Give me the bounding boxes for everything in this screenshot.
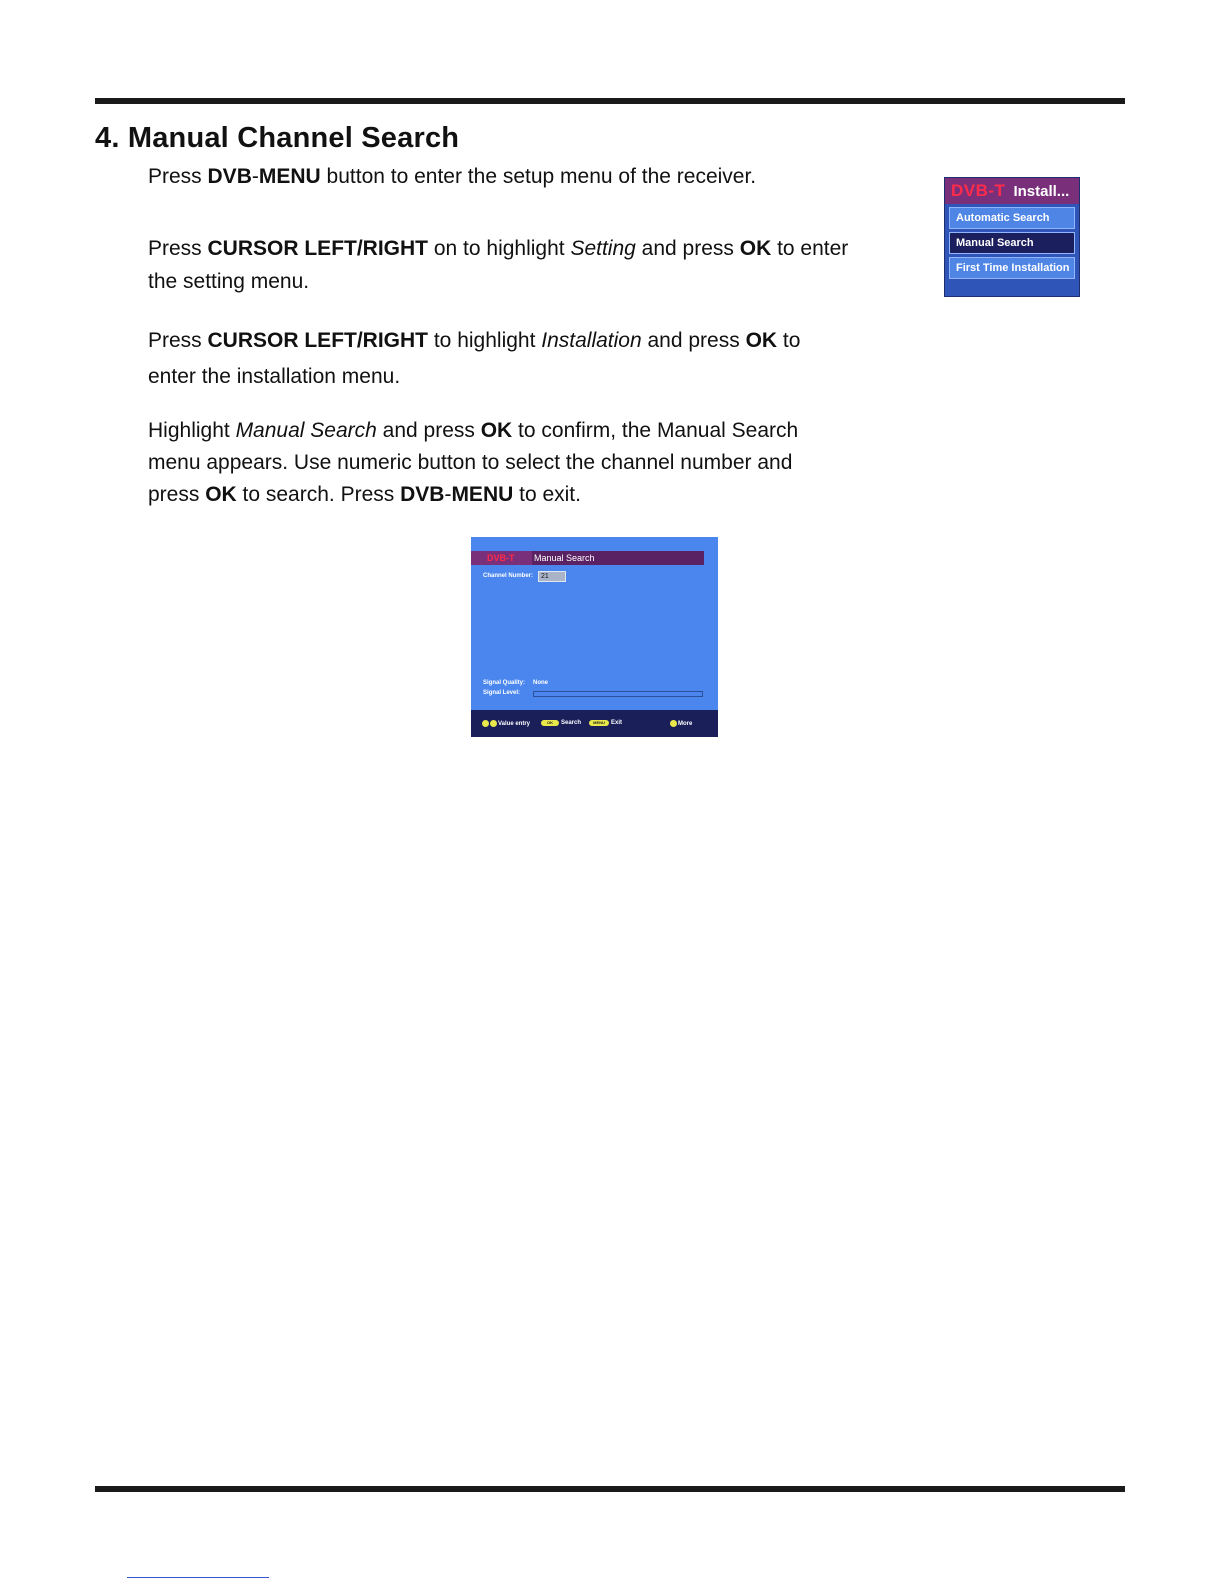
channel-number-field[interactable]: 21 [538,571,566,582]
hint-search: OK Search [541,720,581,726]
digit-key-icon [482,720,489,727]
installation-menu-title: Install... [1013,182,1070,200]
menu-item-automatic-search[interactable]: Automatic Search [949,207,1075,229]
dvbt-logo: DVB-T [487,553,515,563]
footer-underline [127,1577,269,1578]
step-1: Press DVB-MENU button to enter the setup menu of the receiver. [148,165,757,188]
hint-value-entry: Value entry [482,720,530,727]
step-3: Press CURSOR LEFT/RIGHT to highlight Installation and press OK to enter the installation menu. [148,329,801,388]
hint-more: More [670,720,692,727]
signal-level-label: Signal Level: [483,690,521,696]
menu-item-first-time-installation[interactable]: First Time Installation [949,257,1075,279]
step-2: Press CURSOR LEFT/RIGHT on to highlight Setting and press OK to enter the setting menu. [148,237,849,293]
step-4: Highlight Manual Search and press OK to confirm, the Manual Search menu appears. Use numeric button to select the channel number and press OK to search. Press DVB-MENU to exit. [148,419,799,506]
menu-key-icon: MENU [589,720,609,726]
manual-search-header [471,551,704,565]
ok-key-icon: OK [541,720,559,726]
dvbt-logo: DVB-T [951,181,1006,200]
channel-number-label: Channel Number: [483,573,534,579]
more-key-icon [670,720,677,727]
signal-level-bar [533,691,703,697]
manual-search-title: Manual Search [532,551,704,565]
manual-search-screen [471,537,718,737]
top-rule [95,98,1125,104]
hint-exit: MENU Exit [589,720,622,726]
installation-menu [944,177,1080,297]
hint-bar [471,710,718,737]
menu-item-manual-search[interactable]: Manual Search [949,232,1075,254]
digit-key-icon [490,720,497,727]
section-title: 4. Manual Channel Search [95,122,460,154]
signal-quality-label: Signal Quality: [483,680,526,686]
signal-quality-value: None [533,680,548,686]
installation-menu-header [945,178,1079,204]
bottom-rule [95,1486,1125,1492]
